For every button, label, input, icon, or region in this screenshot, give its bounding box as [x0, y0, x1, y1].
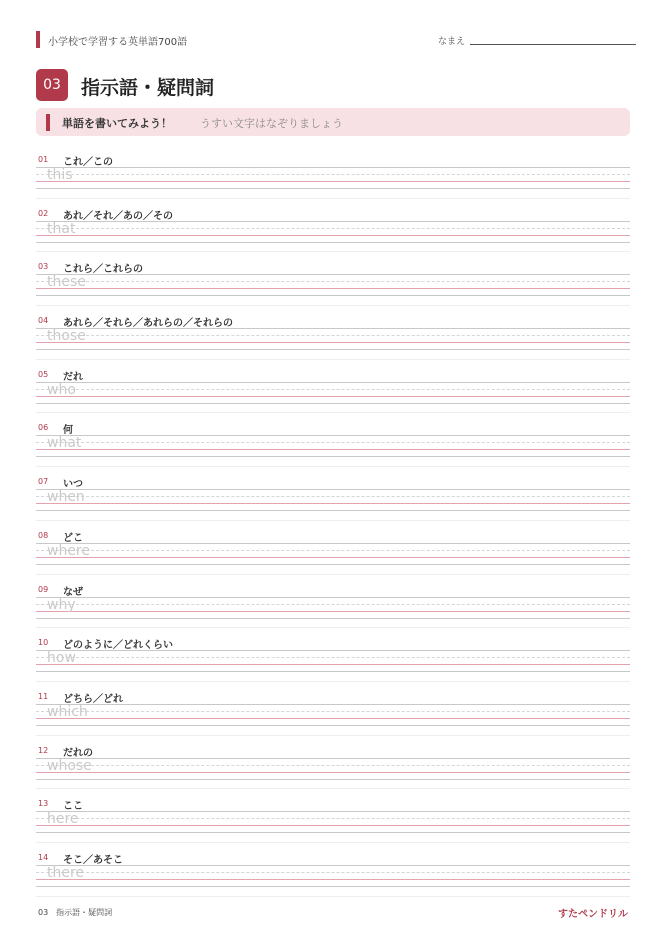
guide-line-base [36, 825, 630, 826]
word-japanese: いつ [63, 479, 83, 491]
guide-line-top [36, 865, 630, 866]
guide-line-bottom [36, 403, 630, 404]
word-japanese: だれ [63, 371, 83, 383]
header-accent-bar [36, 31, 40, 48]
trace-word: when [47, 489, 85, 506]
guide-line-top [36, 758, 630, 759]
writing-lines[interactable] [36, 167, 630, 189]
guide-line-top [36, 489, 630, 490]
guide-line-base [36, 718, 630, 719]
word-number: 08 [38, 530, 49, 540]
section-number-badge: 03 [36, 69, 68, 101]
word-number: 11 [38, 691, 49, 701]
instruction-sub: うすい文字はなぞりましょう [200, 117, 343, 130]
word-row [36, 145, 630, 199]
word-japanese: なぜ [63, 586, 83, 598]
writing-lines[interactable] [36, 865, 630, 887]
footer-page-label: 03 指示語・疑問詞 [38, 908, 113, 917]
guide-line-mid [36, 550, 630, 551]
guide-line-base [36, 288, 630, 289]
name-write-line[interactable] [470, 44, 636, 45]
word-number: 06 [38, 423, 49, 433]
trace-word: here [47, 811, 79, 828]
guide-line-top [36, 328, 630, 329]
word-number: 04 [38, 316, 49, 326]
word-japanese: 何 [63, 425, 73, 437]
instruction-main: 単語を書いてみよう！ [62, 117, 172, 130]
guide-line-base [36, 449, 630, 450]
guide-line-mid [36, 604, 630, 605]
word-japanese: これ／この [63, 157, 113, 168]
guide-line-bottom [36, 564, 630, 565]
guide-line-top [36, 274, 630, 275]
guide-line-mid [36, 442, 630, 443]
word-japanese: あれら／それら／あれらの／それらの [63, 318, 233, 330]
word-row [36, 628, 630, 682]
word-japanese: どのように／どれくらい [63, 640, 173, 652]
guide-line-base [36, 664, 630, 665]
word-number: 10 [38, 638, 49, 648]
guide-line-bottom [36, 295, 630, 296]
guide-line-bottom [36, 779, 630, 780]
trace-word: those [47, 328, 86, 345]
writing-lines[interactable] [36, 543, 630, 565]
word-row [36, 575, 630, 629]
instruction-accent-bar [46, 114, 50, 131]
guide-line-mid [36, 281, 630, 282]
name-label: なまえ [438, 37, 466, 47]
word-number: 09 [38, 584, 49, 594]
word-row [36, 736, 630, 790]
writing-lines[interactable] [36, 704, 630, 726]
word-row [36, 199, 630, 253]
word-number: 12 [38, 745, 49, 755]
guide-line-top [36, 435, 630, 436]
guide-line-base [36, 772, 630, 773]
trace-word: where [47, 542, 90, 559]
guide-line-top [36, 597, 630, 598]
word-row [36, 682, 630, 736]
word-row [36, 843, 630, 897]
word-row [36, 252, 630, 306]
guide-line-mid [36, 765, 630, 766]
word-number: 03 [38, 262, 49, 272]
trace-word: why [47, 596, 76, 613]
guide-line-bottom [36, 510, 630, 511]
guide-line-mid [36, 228, 630, 229]
trace-word: how [47, 650, 76, 667]
guide-line-bottom [36, 725, 630, 726]
trace-word: these [47, 274, 86, 291]
writing-lines[interactable] [36, 328, 630, 350]
guide-line-base [36, 396, 630, 397]
writing-lines[interactable] [36, 650, 630, 672]
guide-line-bottom [36, 671, 630, 672]
word-japanese: どこ [63, 532, 83, 544]
guide-line-bottom [36, 456, 630, 457]
guide-line-bottom [36, 832, 630, 833]
word-row [36, 306, 630, 360]
writing-lines[interactable] [36, 811, 630, 833]
guide-line-bottom [36, 618, 630, 619]
trace-word: there [47, 864, 85, 881]
word-row [36, 521, 630, 575]
word-number: 14 [38, 852, 49, 862]
guide-line-mid [36, 657, 630, 658]
trace-word: whose [47, 757, 92, 774]
word-japanese: そこ／あそこ [63, 854, 123, 866]
word-number: 13 [38, 799, 49, 809]
writing-lines[interactable] [36, 274, 630, 296]
guide-line-top [36, 382, 630, 383]
guide-line-top [36, 650, 630, 651]
word-japanese: これら／これらの [63, 264, 143, 276]
instruction-banner [36, 108, 630, 136]
writing-lines[interactable] [36, 758, 630, 780]
word-row [36, 413, 630, 467]
guide-line-base [36, 503, 630, 504]
guide-line-base [36, 879, 630, 880]
page-header [36, 30, 636, 48]
guide-line-mid [36, 389, 630, 390]
word-japanese: だれの [63, 747, 93, 759]
guide-line-mid [36, 711, 630, 712]
guide-line-mid [36, 818, 630, 819]
guide-line-top [36, 221, 630, 222]
guide-line-base [36, 181, 630, 182]
word-japanese: ここ [63, 801, 83, 813]
trace-word: this [47, 167, 73, 183]
footer-brand: すたペンドリル [558, 909, 628, 920]
header-title: 小学校で学習する英単語700語 [48, 37, 188, 48]
section-title: 指示語・疑問詞 [81, 77, 215, 99]
word-number: 07 [38, 477, 49, 487]
guide-line-top [36, 704, 630, 705]
writing-lines[interactable] [36, 489, 630, 511]
writing-lines[interactable] [36, 221, 630, 243]
trace-word: which [47, 703, 88, 720]
guide-line-base [36, 611, 630, 612]
trace-word: what [47, 435, 82, 452]
writing-lines[interactable] [36, 382, 630, 404]
guide-line-bottom [36, 349, 630, 350]
guide-line-mid [36, 174, 630, 175]
guide-line-base [36, 235, 630, 236]
writing-lines[interactable] [36, 435, 630, 457]
guide-line-bottom [36, 188, 630, 189]
guide-line-base [36, 342, 630, 343]
guide-line-mid [36, 496, 630, 497]
word-row [36, 360, 630, 414]
guide-line-top [36, 811, 630, 812]
word-number: 05 [38, 369, 49, 379]
trace-word: who [47, 381, 76, 398]
writing-lines[interactable] [36, 597, 630, 619]
guide-line-top [36, 543, 630, 544]
word-row [36, 467, 630, 521]
word-number: 02 [38, 208, 49, 218]
trace-word: that [47, 220, 76, 237]
word-japanese: どちら／どれ [63, 693, 123, 705]
word-row [36, 789, 630, 843]
word-number: 01 [38, 155, 49, 164]
guide-line-base [36, 557, 630, 558]
guide-line-mid [36, 872, 630, 873]
guide-line-mid [36, 335, 630, 336]
guide-line-top [36, 167, 630, 168]
guide-line-bottom [36, 242, 630, 243]
word-japanese: あれ／それ／あの／その [63, 210, 173, 222]
guide-line-bottom [36, 886, 630, 887]
word-list [36, 145, 630, 897]
